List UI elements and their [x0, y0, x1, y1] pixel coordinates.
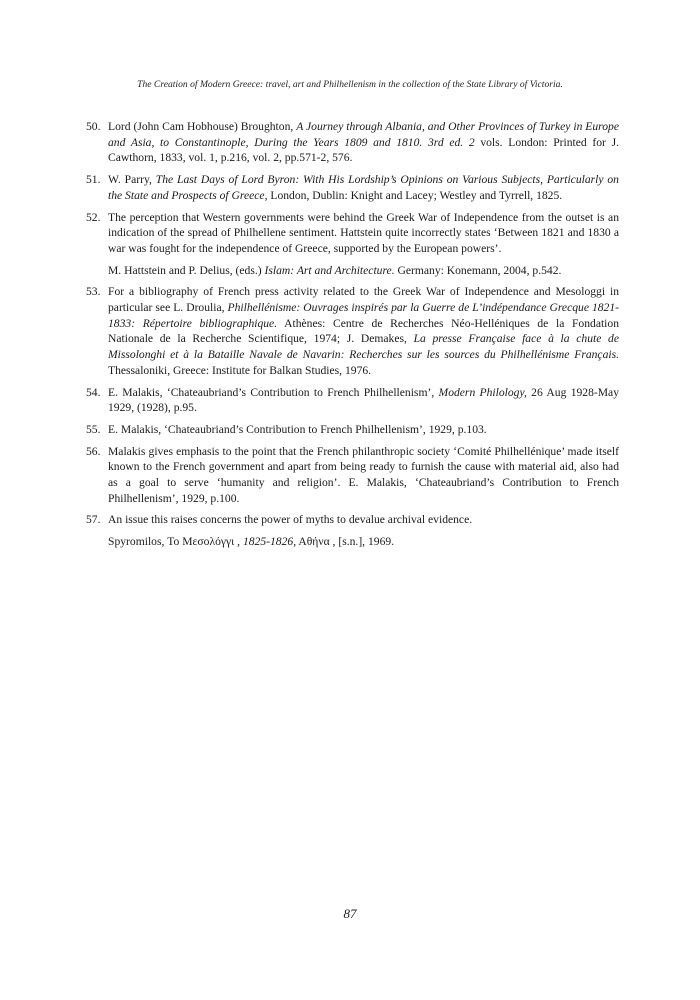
endnote-number: 51.: [86, 173, 101, 187]
note-text: Lord (John Cam Hobhouse) Broughton,: [108, 120, 297, 133]
note-text: , London, Dublin: Knight and Lacey; Westley and Tyrrell, 1825.: [264, 188, 563, 202]
note-text: 26 Aug 1928-May 1929, (1928), p.95.: [108, 385, 619, 415]
endnote-body: [108, 385, 619, 416]
note-text: Malakis gives emphasis to the point that the French philanthropic society ‘Comité Philhellénique’ made itself known to the French government and apart from being ready to furnish the cause with material aid, also had as a goal to serve ‘humanity and religion’. E. Malakis, ‘Chateaubriand’s Contribution to French Philhellenism’, 1929, p.100.: [108, 444, 619, 505]
endnote-body: [108, 422, 619, 438]
endnote-number: 52.: [86, 210, 101, 224]
note-text: For a bibliography of French press activity related to the Greek War of Independence and Mesologgi in particular see L. Droulia,: [108, 285, 619, 315]
endnote-body: [108, 512, 619, 549]
italic-title-text: 1825-1826,: [242, 535, 297, 549]
note-text: Athènes: Centre de Recherches Néo-Helléniques de la Fondation Nationale de la Recherche Scientifique, 1974; J. Demakes,: [108, 316, 620, 346]
italic-title-text: Philhellénisme: Ouvrages inspirés par la Guerre de L’indépendance Grecque 1821-1833: Répertoire bibliographique.: [108, 301, 620, 330]
endnote-number: 56.: [86, 444, 101, 458]
endnote-paragraph: [108, 263, 619, 279]
endnote-paragraph: [108, 172, 619, 203]
endnote-paragraph: [108, 422, 619, 438]
note-text: Αθήνα , [s.n.], 1969.: [296, 535, 395, 549]
note-text: E. Malakis, ‘Chateaubriand’s Contribution to French Philhellenism’, 1929, p.103.: [108, 422, 487, 436]
endnote-number: 53.: [86, 285, 101, 299]
endnote-item: [86, 422, 619, 438]
endnote-body: [108, 172, 619, 203]
endnote-paragraph: [108, 284, 619, 378]
note-text: The perception that Western governments were behind the Greek War of Independence from the outset is an indication of the spread of Philhellene sentiment. Hattstein quite incorrectly states ‘Between 1821 and 1830 a war was fought for the independence of Greece, supported by the European powers’.: [108, 210, 619, 255]
endnote-number: 55.: [86, 422, 101, 436]
endnote-item: [86, 512, 619, 549]
endnote-body: [108, 444, 619, 507]
endnote-body: [108, 284, 619, 378]
endnote-number: 50.: [86, 120, 101, 133]
endnote-paragraph: [108, 119, 619, 166]
note-text: Germany: Konemann, 2004, p.542.: [394, 263, 562, 277]
endnote-paragraph: [108, 512, 619, 528]
endnote-body: [108, 210, 619, 279]
endnote-item: [86, 385, 619, 416]
endnotes-list: [86, 119, 619, 556]
italic-title-text: La presse Française face à la chute de Missolonghi et à la Bataille Navale de Navarin: Recherches sur les sources du Philhellénisme Français.: [108, 332, 619, 362]
endnote-paragraph: [108, 210, 619, 257]
endnote-number: 54.: [86, 385, 101, 399]
endnote-item: [86, 172, 619, 203]
endnote-item: [86, 210, 619, 279]
italic-title-text: Islam: Art and Architecture.: [264, 263, 395, 277]
italic-title-text: Modern Philology,: [438, 385, 527, 399]
note-text: M. Hattstein and P. Delius, (eds.): [108, 263, 265, 277]
italic-title-text: A Journey through Albania, and Other Provinces of Turkey in Europe and Asia, to Constantinople, During the Years 1809 and 1810. 3rd ed. 2: [108, 120, 620, 149]
endnote-number: 57.: [86, 513, 101, 527]
note-text: An issue this raises concerns the power of myths to devalue archival evidence.: [108, 513, 473, 527]
note-text: W. Parry,: [108, 173, 156, 187]
endnote-body: [108, 119, 619, 166]
italic-title-text: The Last Days of Lord Byron: With His Lordship’s Opinions on Various Subjects, Particularly on the State and Prospects of Greece: [108, 173, 619, 202]
note-text: vols. London: Printed for J. Cawthorn, 1833, vol. 1, p.216, vol. 2, pp.571-2, 576.: [108, 135, 619, 165]
note-text: E. Malakis, ‘Chateaubriand’s Contribution to French Philhellenism’,: [108, 385, 439, 399]
note-text: Thessaloniki, Greece: Institute for Balkan Studies, 1976.: [108, 363, 372, 377]
endnote-paragraph: [108, 534, 619, 550]
endnote-paragraph: [108, 385, 619, 416]
endnote-item: [86, 284, 619, 378]
running-header: The Creation of Modern Greece: travel, art and Philhellenism in the collection of the State Library of Victoria.: [137, 79, 563, 90]
endnote-item: [86, 119, 619, 166]
note-text: Spyromilos, Το Μεσολόγγι ,: [108, 535, 243, 549]
endnote-paragraph: [108, 444, 619, 507]
page-number: 87: [343, 906, 357, 921]
endnote-item: [86, 444, 619, 507]
